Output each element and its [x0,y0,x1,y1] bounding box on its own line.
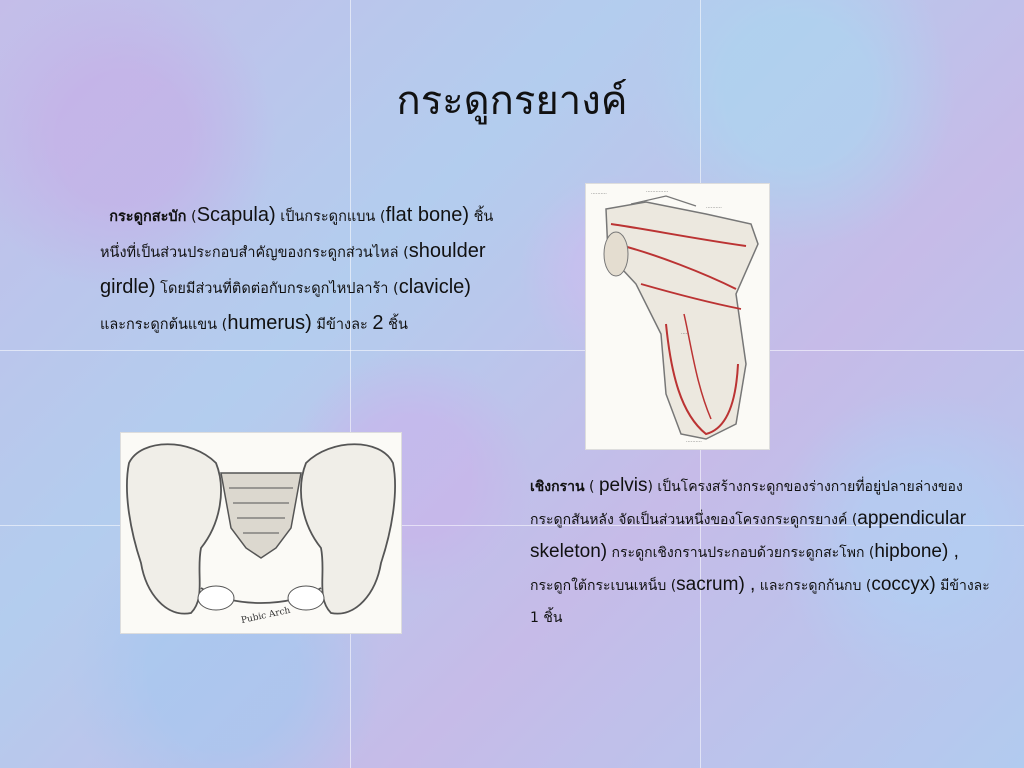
text-fragment: มีข้างละ [311,317,373,333]
scapula-drawing [586,184,769,449]
term-appendicular-skeleton: appendicular skeleton) [530,508,967,562]
scapula-term-en: Scapula) [196,204,276,226]
svg-text:..........: .......... [686,438,702,444]
pelvis-description [530,470,990,634]
svg-text:..........: .......... [706,204,722,210]
scapula-term-th: กระดูกสะบัก [109,209,187,225]
scapula-description [100,198,500,342]
term-shoulder-girdle: shoulder girdle) [100,240,486,298]
svg-text:..............: .............. [646,188,669,194]
term-hipbone: hipbone) , [874,541,959,562]
text-fragment: และกระดูกต้นแขน ( [100,317,228,333]
text-fragment: ( [584,479,599,495]
term-humerus: humerus) [227,312,312,334]
text-fragment: โดยมีส่วนที่ติดต่อกับกระดูกไหปลาร้า ( [155,281,399,297]
term-coccyx: coccyx) [871,574,936,595]
pelvis-term-en: pelvis [598,475,648,496]
text-fragment: ชิ้น [383,317,408,333]
term-clavicle: clavicle) [398,276,471,298]
background-seam [0,350,1024,351]
svg-text:..........: .......... [591,190,607,196]
scapula-image [585,183,770,450]
text-fragment: มีข้างละ 1 ชิ้น [530,578,990,626]
count-value: 2 [372,312,384,334]
term-sacrum: sacrum) , [676,574,756,595]
pubic-arch-label: Pubic Arch [240,605,292,627]
pelvis-term-th: เชิงกราน [530,479,585,495]
term-flat-bone: flat bone) [385,204,469,226]
text-fragment: เป็นกระดูกแบน ( [275,209,386,225]
text-fragment: ) เป็นโครงสร้างกระดูกของร่างกายที่อยู่ปลายล่างของกระดูกสันหลัง จัดเป็นส่วนหนึ่งของโครงกระดูกรยางค์ ( [530,479,963,528]
slide-title: กระดูกรยางค์ [396,78,628,124]
text-fragment: ชิ้นหนึ่งที่เป็นส่วนประกอบสำคัญของกระดูกส่วนไหล่ ( [100,209,494,261]
pelvis-drawing [121,433,401,633]
svg-text:.....: ..... [681,330,689,336]
pelvis-image [120,432,402,634]
text-fragment: และกระดูกก้นกบ ( [755,578,872,594]
text-fragment: กระดูกเชิงกรานประกอบด้วยกระดูกสะโพก ( [607,545,875,561]
text-fragment: ( [186,209,197,225]
text-fragment: กระดูกใต้กระเบนเหน็บ ( [530,578,677,594]
